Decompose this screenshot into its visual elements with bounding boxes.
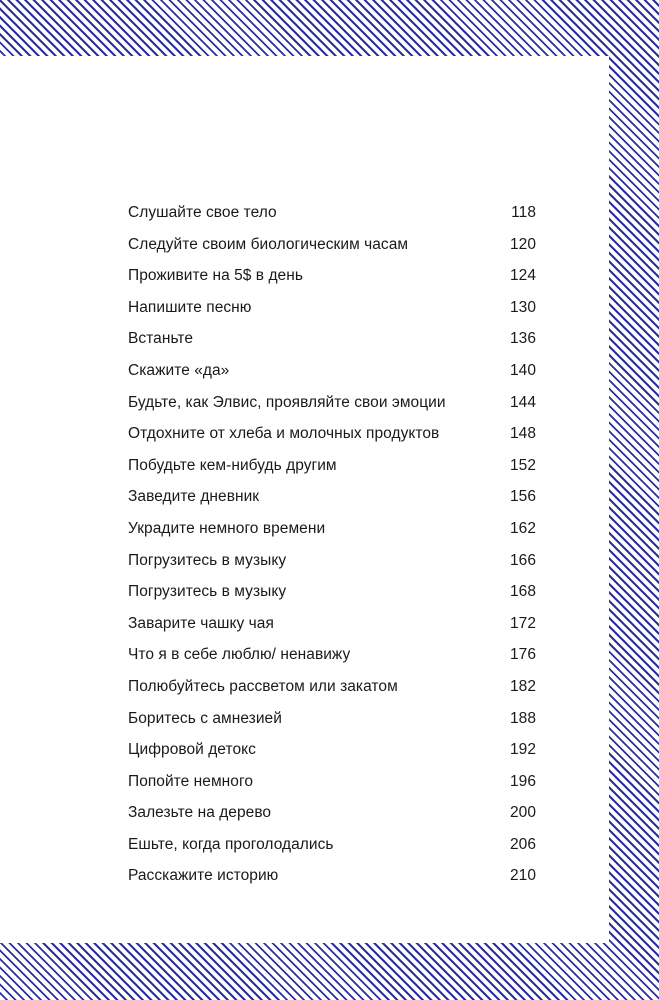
toc-entry (128, 425, 536, 457)
toc-entry (128, 267, 536, 299)
toc-entry-page: 136 (509, 330, 536, 348)
toc-entry-title: Ешьте, когда проголодались (128, 835, 334, 853)
toc-entry-page: 188 (509, 709, 536, 727)
toc-entry-page: 166 (509, 551, 536, 569)
toc-entry-title: Следуйте своим биологическим часам (128, 235, 409, 253)
toc-entry-title: Слушайте свое тело (128, 204, 277, 221)
toc-entry-page: 156 (509, 488, 536, 506)
toc-entry-page: 200 (509, 804, 536, 822)
toc-entry-title: Залезьте на дерево (128, 804, 272, 822)
toc-entry (128, 236, 536, 268)
toc-entry (128, 710, 536, 742)
toc-entry-title: Боритесь с амнезией (128, 709, 282, 727)
toc-entry-page: 182 (509, 677, 536, 695)
toc-entry (128, 330, 536, 362)
toc-entry-title: Проживите на 5$ в день (128, 267, 303, 285)
toc-entry-title: Погрузитесь в музыку (128, 551, 287, 569)
toc-entry-page: 210 (509, 867, 536, 885)
toc-entry-title: Напишите песню (128, 298, 252, 316)
toc-entry (128, 488, 536, 520)
toc-entry-page: 168 (509, 583, 536, 601)
toc-entry-page: 196 (509, 772, 536, 790)
toc-entry-title: Встаньте (128, 330, 194, 348)
toc-entry-title: Попойте немного (128, 772, 253, 790)
toc-entry-title: Скажите «да» (128, 361, 230, 379)
table-of-contents (128, 204, 536, 899)
toc-entry-title: Побудьте кем-нибудь другим (128, 456, 337, 474)
toc-entry-page: 124 (509, 267, 536, 285)
toc-entry (128, 204, 536, 236)
toc-entry (128, 804, 536, 836)
page-content (0, 56, 609, 943)
toc-entry-title: Украдите немного времени (128, 519, 326, 537)
toc-entry-title: Отдохните от хлеба и молочных продуктов (128, 425, 440, 443)
toc-entry (128, 457, 536, 489)
toc-entry-page: 152 (509, 456, 536, 474)
toc-entry (128, 299, 536, 331)
toc-entry-title: Расскажите историю (128, 867, 279, 885)
toc-entry (128, 552, 536, 584)
toc-entry-title: Заведите дневник (128, 488, 260, 506)
toc-entry (128, 741, 536, 773)
toc-entry-title: Полюбуйтесь рассветом или закатом (128, 677, 398, 695)
toc-entry (128, 646, 536, 678)
toc-entry-title: Что я в себе люблю/ ненавижу (128, 646, 351, 664)
toc-entry (128, 583, 536, 615)
toc-entry (128, 520, 536, 552)
toc-entry (128, 394, 536, 426)
toc-entry (128, 836, 536, 868)
toc-entry (128, 615, 536, 647)
toc-entry-page: 118 (511, 204, 536, 221)
toc-entry-title: Будьте, как Элвис, проявляйте свои эмоции (128, 393, 446, 411)
toc-entry-title: Заварите чашку чая (128, 614, 274, 632)
toc-entry (128, 362, 536, 394)
toc-entry (128, 678, 536, 710)
toc-entry-page: 144 (509, 393, 536, 411)
toc-entry-page: 176 (509, 646, 536, 664)
toc-entry-page: 140 (509, 361, 536, 379)
toc-entry-title: Цифровой детокс (128, 741, 256, 759)
toc-entry-page: 206 (509, 835, 536, 853)
toc-entry (128, 773, 536, 805)
toc-entry-page: 148 (509, 425, 536, 443)
toc-entry (128, 867, 536, 899)
toc-entry-page: 120 (509, 235, 536, 253)
toc-entry-title: Погрузитесь в музыку (128, 583, 287, 601)
toc-entry-page: 172 (509, 614, 536, 632)
toc-entry-page: 130 (509, 298, 536, 316)
toc-entry-page: 162 (509, 519, 536, 537)
toc-entry-page: 192 (509, 741, 536, 759)
